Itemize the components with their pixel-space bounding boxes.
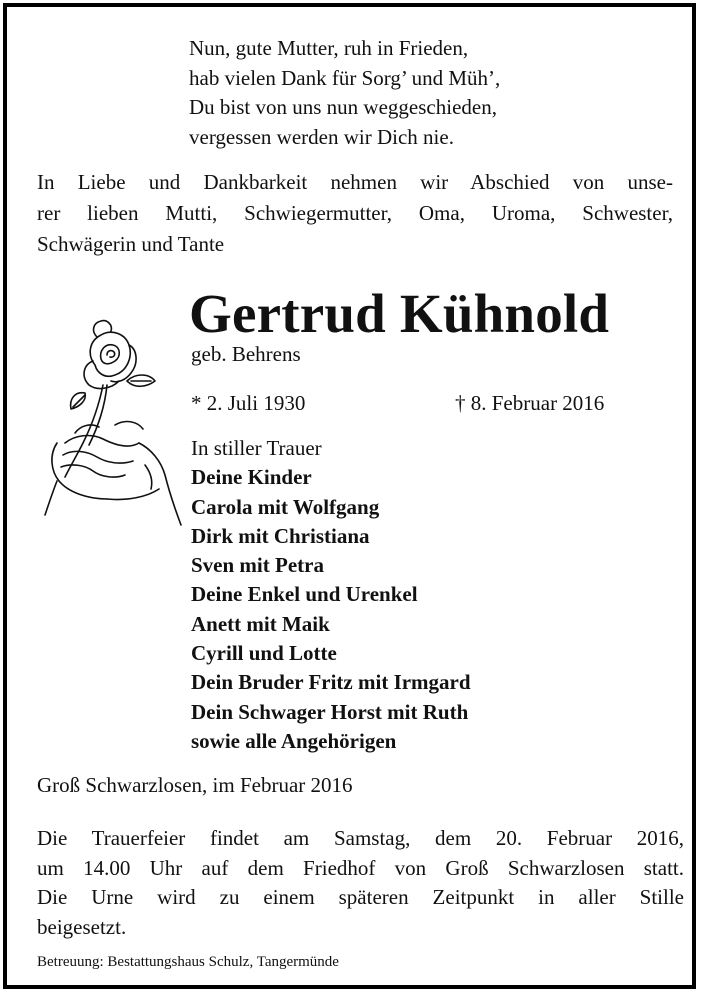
funeral-line: Die Urne wird zu einem späteren Zeitpunkt in aller Stille — [37, 885, 684, 909]
mourner-entry: Dein Bruder Fritz mit Irmgard — [191, 670, 471, 695]
poem-line: hab vielen Dank für Sorg’ und Müh’, — [189, 65, 501, 90]
poem-line: vergessen werden wir Dich nie. — [189, 124, 454, 149]
funeral-line: Die Trauerfeier findet am Samstag, dem 20. Februar 2016, — [37, 826, 684, 850]
funeral-line: beigesetzt. — [37, 914, 127, 939]
mourner-entry: Deine Kinder — [191, 465, 312, 490]
intro-line: Schwägerin und Tante — [37, 232, 225, 256]
funeral-line: um 14.00 Uhr auf dem Friedhof von Groß Schwarzlosen statt. — [37, 855, 684, 880]
mourner-entry: Dirk mit Christiana — [191, 523, 370, 548]
maiden-name: geb. Behrens — [191, 342, 301, 366]
death-date: † 8. Februar 2016 — [455, 391, 605, 415]
mourner-entry: Sven mit Petra — [191, 553, 324, 578]
farewell-intro — [37, 167, 673, 260]
poem-line: Du bist von uns nun weggeschieden, — [189, 95, 497, 119]
deceased-name: Gertrud Kühnold — [189, 283, 610, 344]
intro-line: In Liebe und Dankbarkeit nehmen wir Abschied von unse- — [37, 170, 673, 194]
birth-date: * 2. Juli 1930 — [191, 391, 306, 415]
obituary-frame — [3, 3, 696, 989]
mourners-intro: In stiller Trauer — [191, 436, 322, 460]
intro-line: rer lieben Mutti, Schwiegermutter, Oma, Uroma, Schwester, — [37, 201, 673, 225]
mourners-list — [191, 434, 671, 756]
memorial-poem — [189, 34, 649, 152]
mourner-entry: Cyrill und Lotte — [191, 641, 337, 666]
funeral-notice — [37, 824, 684, 942]
mourner-entry: sowie alle Angehörigen — [191, 728, 397, 753]
mourner-entry: Carola mit Wolfgang — [191, 494, 380, 519]
mourner-entry: Deine Enkel und Urenkel — [191, 582, 418, 607]
rose-in-hand-icon — [35, 315, 185, 530]
place-and-date: Groß Schwarzlosen, im Februar 2016 — [37, 773, 353, 797]
funeral-home-credit: Betreuung: Bestattungshaus Schulz, Tangermünde — [37, 954, 339, 970]
mourner-entry: Dein Schwager Horst mit Ruth — [191, 699, 469, 724]
poem-line: Nun, gute Mutter, ruh in Frieden, — [189, 36, 469, 60]
mourner-entry: Anett mit Maik — [191, 611, 330, 636]
